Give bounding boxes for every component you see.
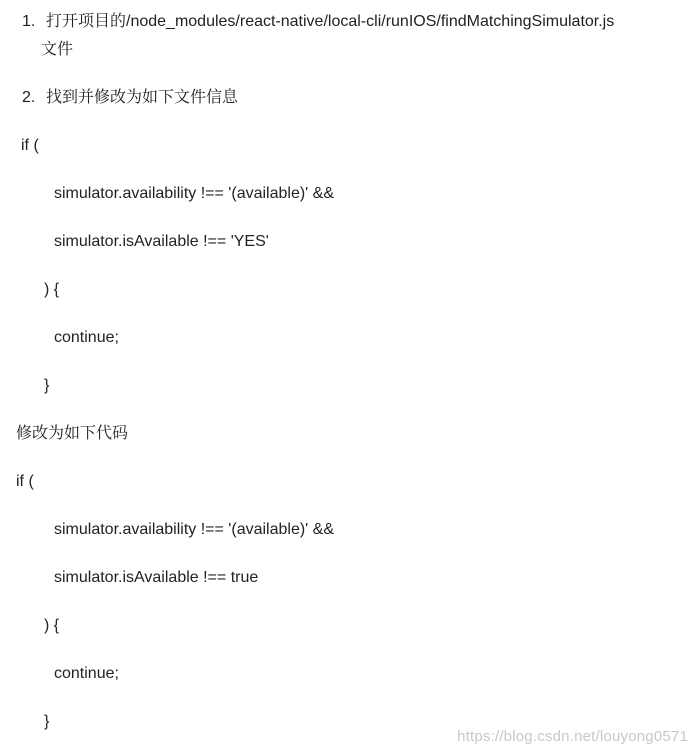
original-code-if: if ( bbox=[21, 137, 39, 154]
original-code-availability: simulator.availability !== '(available)' && bbox=[54, 185, 335, 202]
original-code-close-brace: } bbox=[44, 377, 50, 394]
step-1-continuation: 文件 bbox=[41, 41, 74, 58]
new-code-close-brace: } bbox=[44, 713, 50, 730]
original-code-continue: continue; bbox=[54, 329, 119, 346]
step-1 bbox=[22, 11, 614, 33]
new-code-close-paren: ) { bbox=[44, 617, 60, 634]
new-code-if: if ( bbox=[16, 473, 34, 490]
new-code-continue: continue; bbox=[54, 665, 119, 682]
modify-label: 修改为如下代码 bbox=[16, 425, 129, 442]
new-code-availability: simulator.availability !== '(available)' && bbox=[54, 521, 335, 538]
step-1-number: 1. bbox=[22, 13, 36, 30]
step-2-number: 2. bbox=[22, 89, 36, 106]
step-2-text: 找到并修改为如下文件信息 bbox=[46, 89, 239, 106]
new-code-is-available: simulator.isAvailable !== true bbox=[54, 569, 259, 586]
step-2 bbox=[22, 87, 238, 109]
watermark: https://blog.csdn.net/louyong0571 bbox=[457, 728, 688, 745]
original-code-is-available: simulator.isAvailable !== 'YES' bbox=[54, 233, 269, 250]
original-code-close-paren: ) { bbox=[44, 281, 60, 298]
step-1-text: 打开项目的/node_modules/react-native/local-cli/runIOS/findMatchingSimulator.js bbox=[46, 13, 615, 30]
